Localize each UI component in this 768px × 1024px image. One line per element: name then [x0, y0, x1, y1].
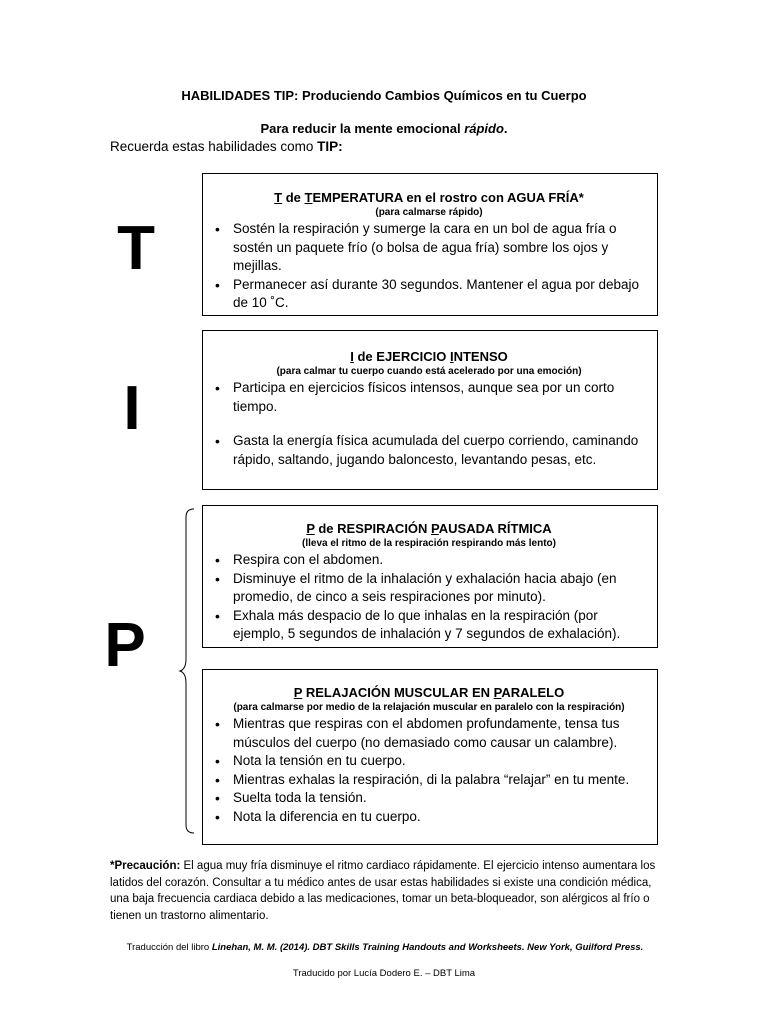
heading-text: de [282, 190, 305, 205]
brace-icon [178, 508, 198, 834]
letter-p: P [104, 611, 146, 680]
heading-text: de RESPIRACIÓN [314, 521, 432, 536]
list-item: • Disminuye el ritmo de la inhalación y exhalación hacia abajo (en promedio, de cinco a seis respiraciones por minuto). [211, 570, 647, 607]
box-temperatura [202, 173, 658, 316]
citation-reference: Linehan, M. M. (2014). DBT Skills Training Handouts and Worksheets. New York, Guilford Press. [211, 942, 644, 953]
source-citation [110, 941, 660, 954]
heading-initial: P [306, 521, 315, 536]
recall-acronym: TIP: [317, 139, 343, 154]
page-subtitle [0, 121, 768, 136]
citation-prefix: Traducción del libro [126, 942, 212, 953]
heading-initial: I [449, 349, 454, 364]
list-item: • Nota la diferencia en tu cuerpo. [211, 808, 647, 827]
translator-credit: Traducido por Lucía Dodero E. – DBT Lima [292, 968, 476, 979]
recall-text: Recuerda estas habilidades como [110, 139, 318, 154]
box-relajacion-subheading: (para calmarse por medio de la relajación muscular en paralelo con la respiración) [233, 702, 625, 713]
list-item: • Nota la tensión en tu cuerpo. [211, 752, 647, 771]
box-temperatura-subheading: (para calmarse rápido) [375, 207, 483, 218]
heading-initial: P [431, 521, 439, 536]
box-ejercicio-heading [211, 349, 647, 365]
heading-initial: P [293, 685, 303, 700]
letter-t: T [117, 214, 155, 283]
recall-line [110, 139, 343, 154]
heading-text: AUSADA RÍTMICA [438, 521, 552, 536]
list-item: • Participa en ejercicios físicos intensos, aunque sea por un corto tiempo. [211, 379, 647, 416]
page-title: HABILIDADES TIP: Produciendo Cambios Químicos en tu Cuerpo [181, 88, 587, 103]
list-item: • Respira con el abdomen. [211, 551, 647, 570]
heading-text: NTENSO [453, 349, 508, 364]
caution-note [110, 858, 660, 924]
list-item: • Permanecer así durante 30 segundos. Mantener el agua por debajo de 10 ˚C. [211, 276, 647, 313]
letter-i: I [123, 374, 141, 443]
box-relajacion [202, 669, 658, 845]
list-item: • Sostén la respiración y sumerge la cara en un bol de agua fría o sostén un paquete frío (o bolsa de agua fría) sombre los ojos y mejillas. [211, 220, 647, 276]
box-respiracion-heading [211, 521, 647, 537]
box-relajacion-list [211, 715, 647, 826]
list-item: • Mientras exhalas la respiración, di la palabra “relajar” en tu mente. [211, 771, 647, 790]
box-respiracion-subheading: (lleva el ritmo de la respiración respirando más lento) [302, 538, 556, 549]
heading-text: ARALELO [501, 685, 565, 700]
heading-initial: I [350, 349, 354, 364]
list-item: • Exhala más despacio de lo que inhalas en la respiración (por ejemplo, 5 segundos de inhalación y 7 segundos de exhalación). [211, 607, 647, 644]
caution-label: *Precaución: [110, 860, 181, 872]
heading-initial: T [274, 190, 283, 205]
subtitle-text: Para reducir la mente emocional [260, 121, 465, 136]
box-temperatura-list [211, 220, 647, 313]
box-ejercicio-subheading: (para calmar tu cuerpo cuando está acelerado por una emoción) [276, 366, 582, 377]
caution-text: El agua muy fría disminuye el ritmo cardiaco rápidamente. El ejercicio intenso aumentara los latidos del corazón. Consultar a tu médico antes de usar estas habilidades si existe una condición médica, una baja frecuencia cardiaca debido a las medicaciones, tomar un beta-bloqueador, son alérgicos al frío o tienen un trastorno alimentario. [110, 860, 656, 922]
heading-initial: T [304, 190, 313, 205]
list-item: • Suelta toda la tensión. [211, 789, 647, 808]
box-ejercicio [202, 330, 658, 490]
box-ejercicio-list [211, 379, 647, 469]
subtitle-end: . [503, 121, 508, 136]
subtitle-emphasis: rápido [464, 121, 504, 136]
box-respiracion [202, 505, 658, 648]
heading-text: RELAJACIÓN MUSCULAR EN [302, 685, 494, 700]
heading-text: EMPERATURA en el rostro con AGUA FRÍA* [312, 190, 584, 205]
box-temperatura-heading [211, 190, 647, 206]
box-respiracion-list [211, 551, 647, 644]
list-item: • Gasta la energía física acumulada del cuerpo corriendo, caminando rápido, saltando, jugando baloncesto, levantando pesas, etc. [211, 432, 647, 469]
box-relajacion-heading [211, 685, 647, 701]
heading-initial: P [493, 685, 502, 700]
list-item: • Mientras que respiras con el abdomen profundamente, tensa tus músculos del cuerpo (no demasiado como causar un calambre). [211, 715, 647, 752]
heading-text: de EJERCICIO [353, 349, 450, 364]
